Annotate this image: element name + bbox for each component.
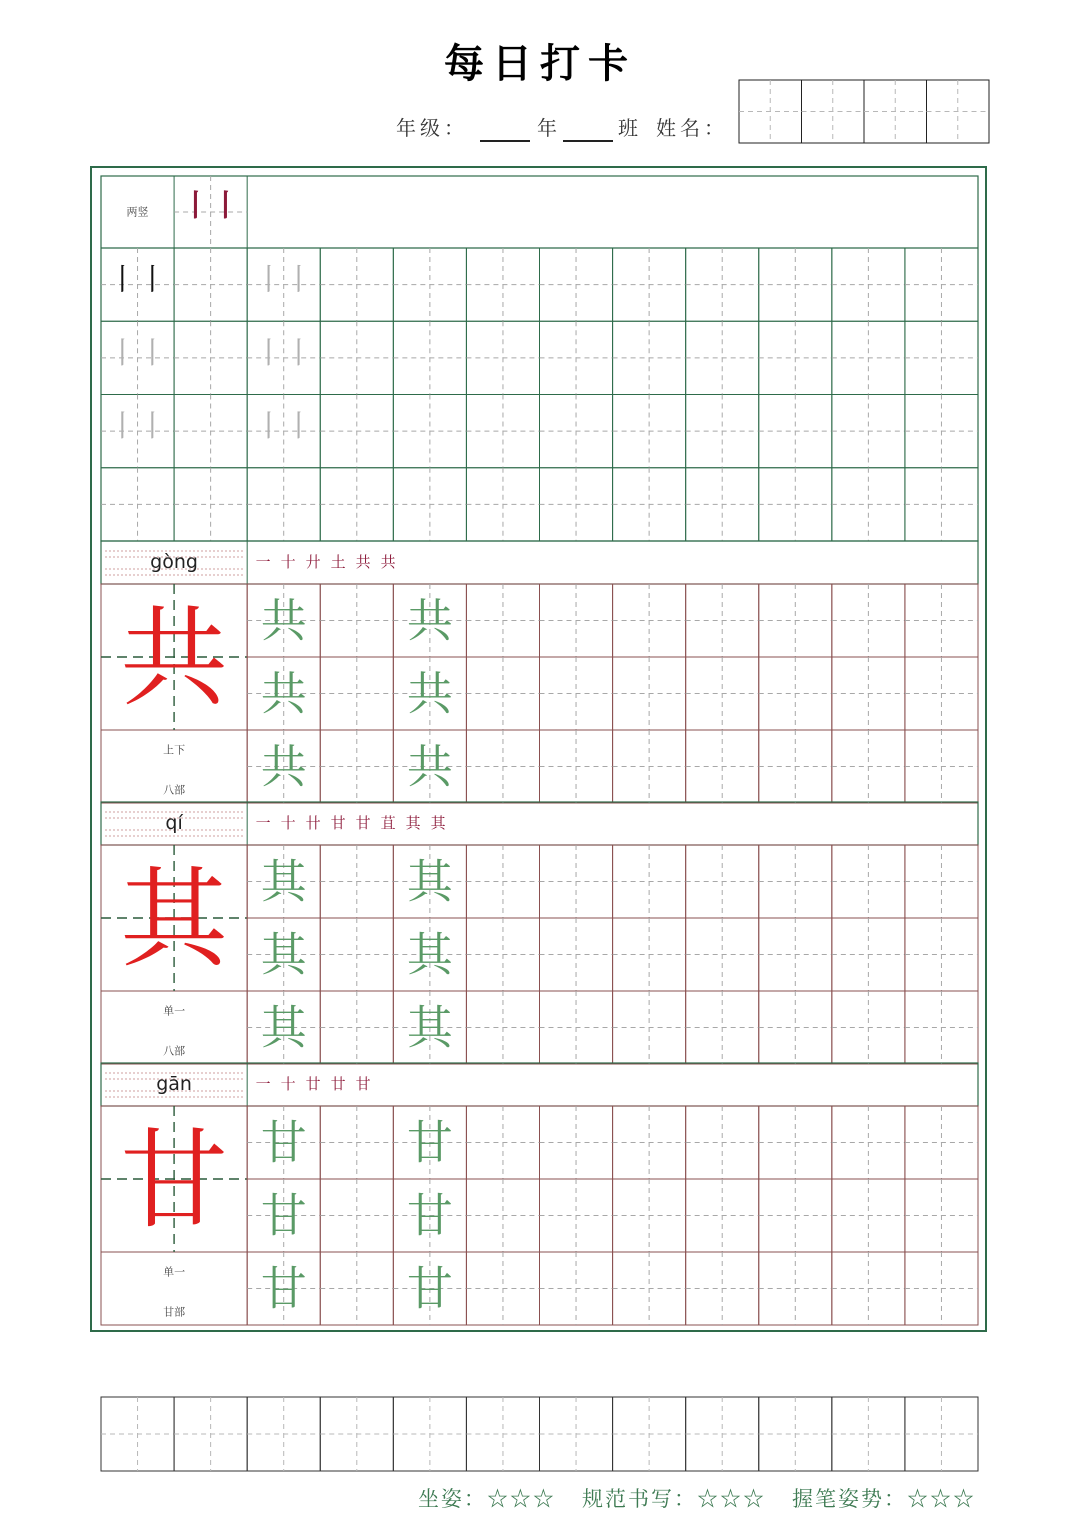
grip-label: 握笔姿势： (792, 1487, 907, 1511)
trace-character: 其 (260, 854, 307, 909)
stroke-order-step: 土 (330, 553, 346, 571)
trace-character: 甘 (260, 1188, 307, 1243)
page-title: 每日打卡 (444, 40, 636, 87)
stroke-order-step: 廾 (305, 553, 321, 571)
stroke-order-step: 一 (255, 553, 271, 571)
stroke-order-step: 一 (255, 1075, 271, 1093)
sitting-stars[interactable]: ☆☆☆ (486, 1487, 556, 1511)
class-label: 班 (618, 116, 642, 140)
char-header-row (101, 541, 978, 584)
trace-character: 其 (260, 1000, 307, 1055)
trace-character: 共 (260, 666, 307, 721)
sitting-label: 坐姿： (417, 1487, 487, 1511)
stroke-order-step: 十 (280, 1075, 296, 1093)
stroke-order-step: 共 (355, 553, 371, 571)
stroke-order-step: 甘 (355, 1075, 371, 1093)
pinyin: gān (156, 1073, 192, 1095)
stroke-order-step: 其 (405, 814, 421, 832)
trace-character: 共 (260, 593, 307, 648)
trace-character: 甘 (260, 1261, 307, 1316)
stroke-name: 两竖 (126, 205, 149, 219)
stroke-trace-glyph: 丨丨 (253, 409, 314, 444)
stroke-order-step: 甘 (330, 814, 346, 832)
trace-character: 其 (406, 854, 453, 909)
stroke-order-step: 十 (280, 814, 296, 832)
writing-label: 规范书写： (581, 1487, 697, 1511)
model-character: 其 (120, 857, 229, 983)
stroke-order-step: 一 (255, 814, 271, 832)
stroke-model-glyph: 丨丨 (180, 188, 241, 224)
trace-character: 其 (406, 927, 453, 982)
year-label: 年 (537, 116, 561, 140)
radical-label: 八部 (163, 783, 186, 797)
model-character: 共 (120, 596, 229, 722)
name-label: 姓名： (656, 116, 728, 140)
trace-character: 其 (406, 1000, 453, 1055)
stroke-trace-glyph: 丨丨 (107, 335, 168, 371)
stroke-order-step: 苴 (380, 814, 396, 832)
char-header-row (101, 1063, 978, 1106)
trace-character: 甘 (260, 1115, 307, 1170)
stroke-order-step: 廿 (305, 1075, 321, 1093)
stroke-trace-glyph: 丨丨 (253, 262, 314, 298)
stroke-trace-glyph: 丨丨 (253, 335, 314, 371)
grade-label: 年级： (396, 116, 468, 140)
stroke-order-step: 十 (280, 553, 296, 571)
stroke-order-step: 共 (380, 553, 396, 571)
pinyin: qí (165, 812, 183, 834)
radical-label: 甘部 (163, 1305, 186, 1319)
stroke-order-step: 甘 (355, 814, 371, 832)
stroke-order-step: 廿 (330, 1075, 346, 1093)
trace-character: 甘 (406, 1261, 453, 1316)
structure-label: 上下 (163, 743, 186, 757)
trace-character: 甘 (406, 1188, 453, 1243)
trace-character: 共 (406, 593, 453, 648)
structure-label: 单一 (163, 1265, 186, 1279)
stroke-order-step: 其 (430, 814, 446, 832)
stroke-trace-glyph: 丨丨 (107, 262, 168, 298)
pinyin: gòng (150, 551, 198, 573)
footer-ratings (418, 1483, 976, 1513)
trace-character: 甘 (406, 1115, 453, 1170)
structure-label: 单一 (163, 1004, 186, 1018)
trace-character: 共 (406, 666, 453, 721)
stroke-trace-glyph: 丨丨 (107, 409, 168, 444)
trace-character: 共 (260, 739, 307, 794)
radical-label: 八部 (163, 1044, 186, 1058)
stroke-order-step: 卄 (305, 814, 321, 832)
writing-stars[interactable]: ☆☆☆ (696, 1487, 766, 1511)
trace-character: 其 (260, 927, 307, 982)
char-header-row (101, 802, 978, 845)
grip-stars[interactable]: ☆☆☆ (907, 1487, 976, 1511)
model-character: 甘 (120, 1118, 229, 1244)
trace-character: 共 (406, 739, 453, 794)
